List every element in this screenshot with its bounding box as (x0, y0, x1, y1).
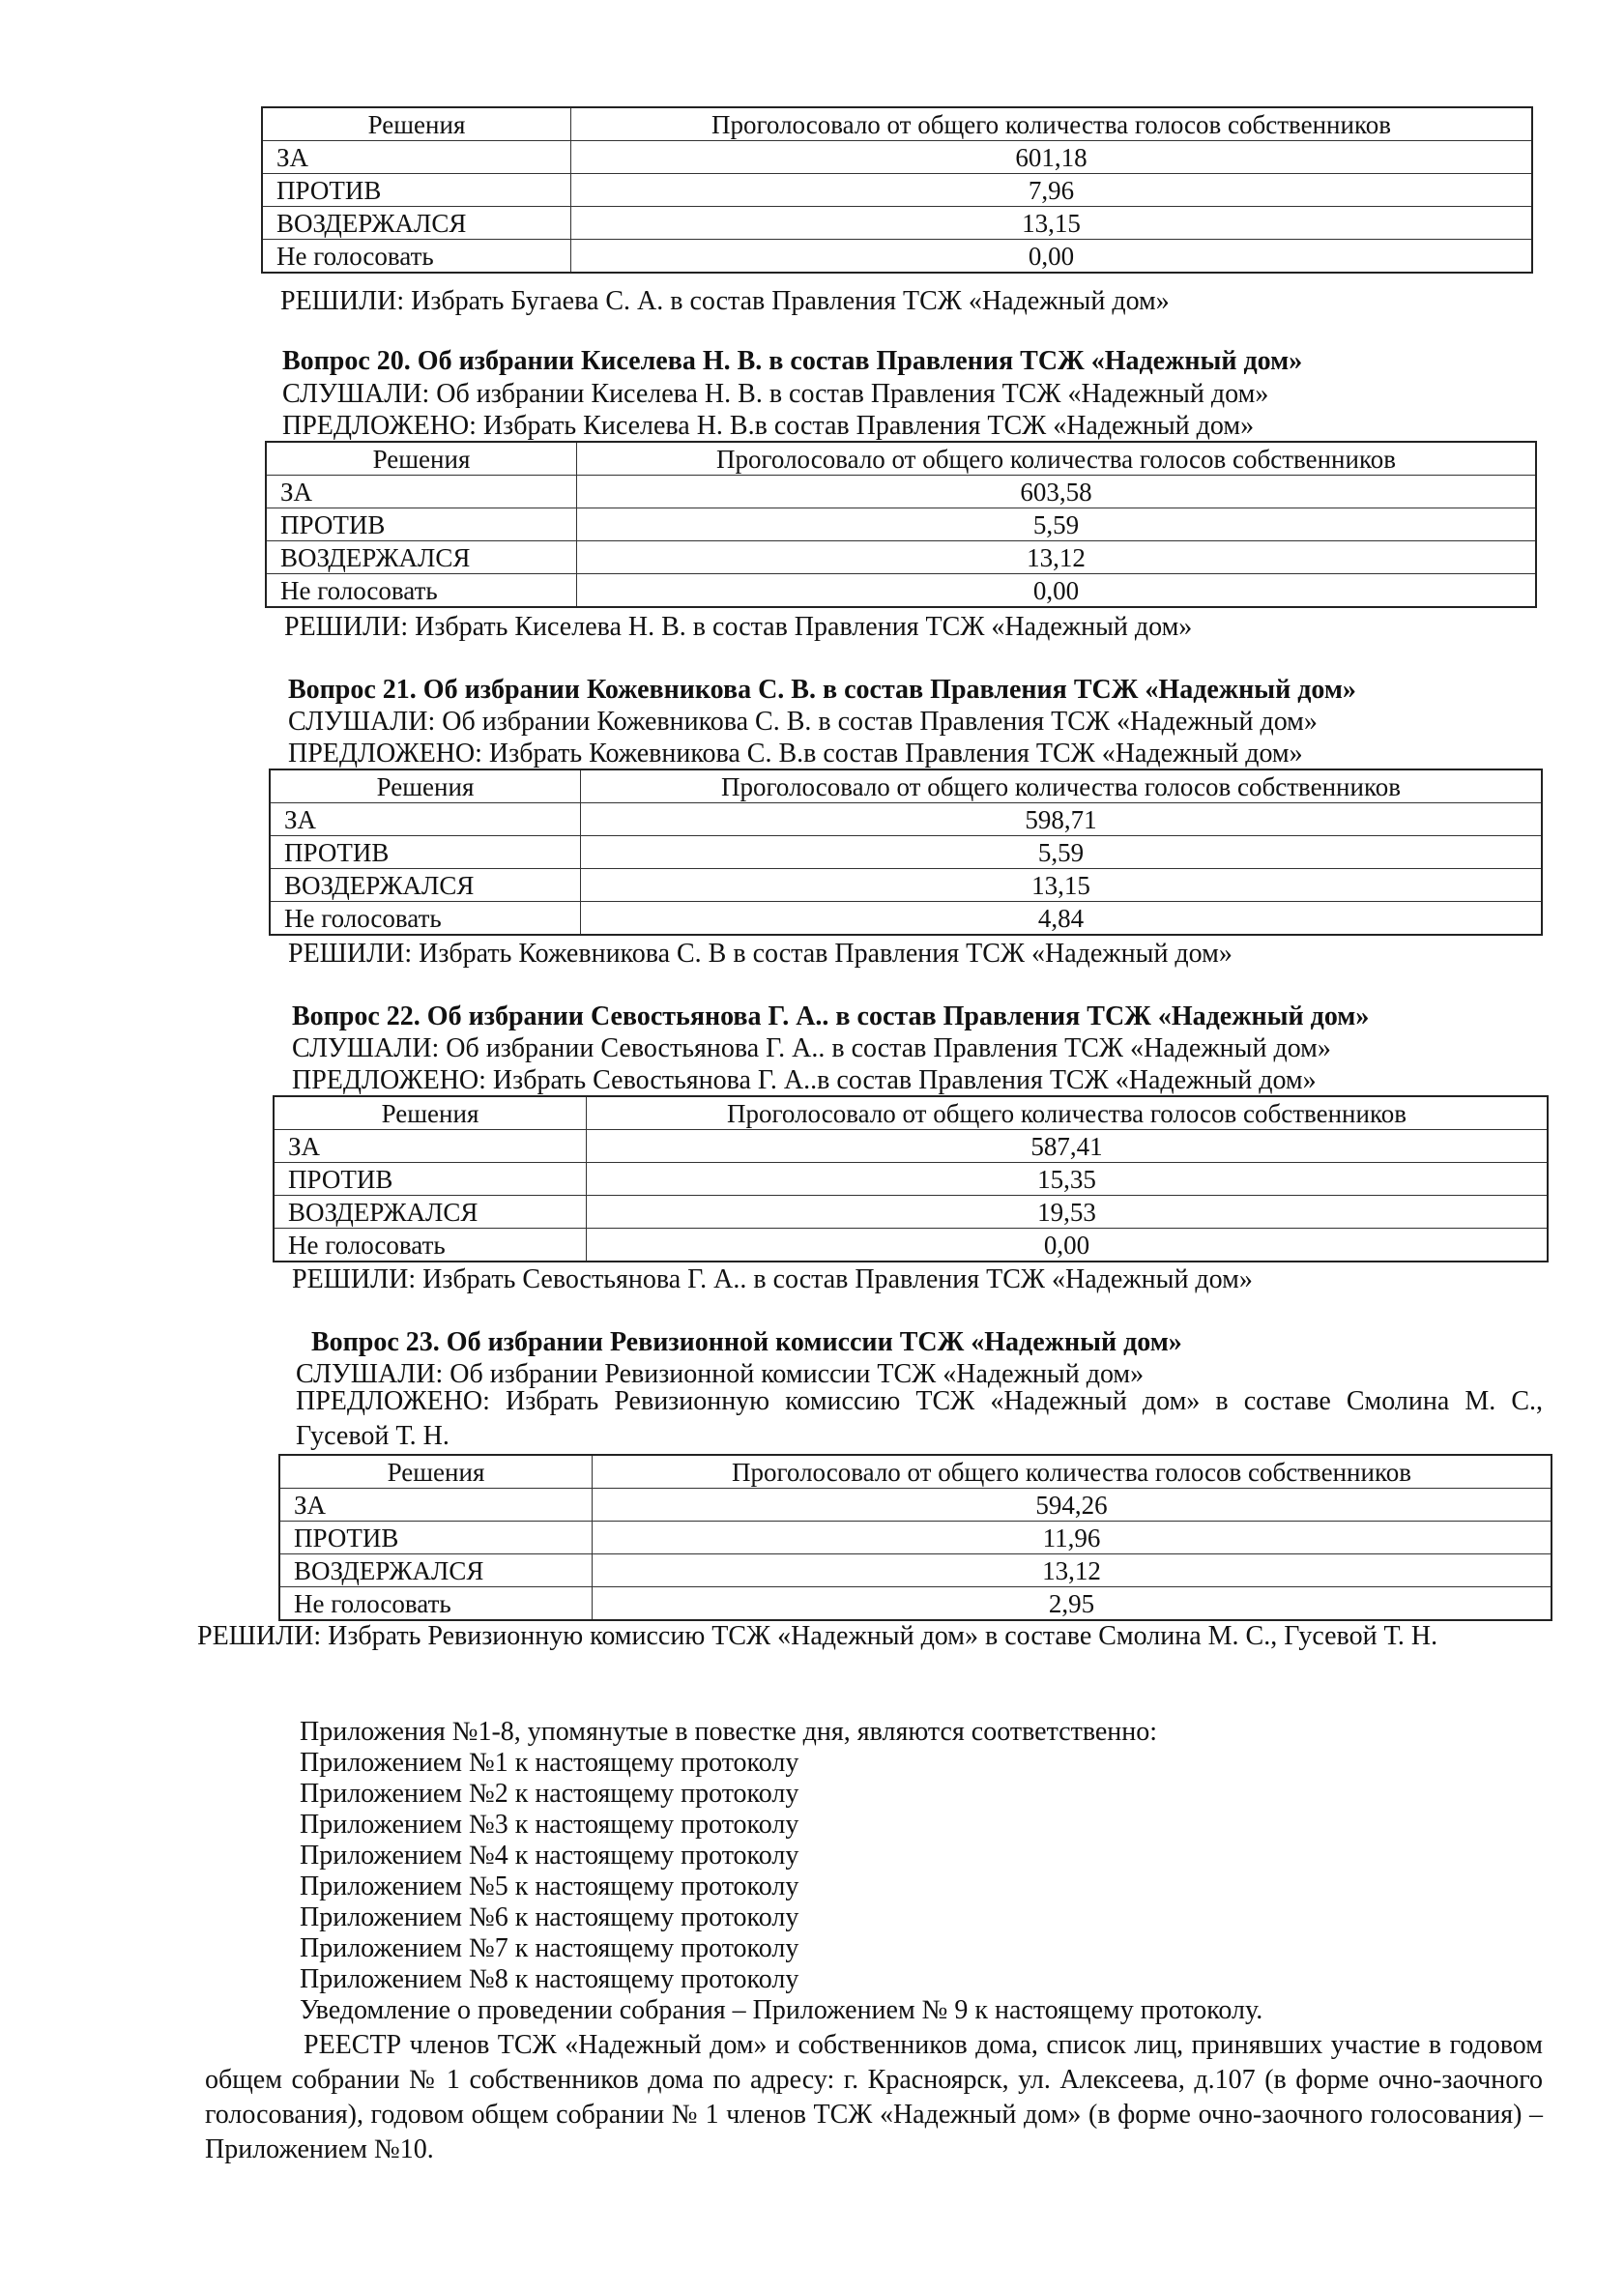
value-not-vote: 0,00 (571, 240, 1533, 274)
heard-q22: СЛУШАЛИ: Об избрании Севостьянова Г. А.. в состав Правления ТСЖ «Надежный дом» (292, 1033, 1331, 1063)
resolution-q22: РЕШИЛИ: Избрать Севостьянова Г. А.. в состав Правления ТСЖ «Надежный дом» (292, 1264, 1253, 1294)
value-for: 603,58 (577, 476, 1537, 508)
heard-q21: СЛУШАЛИ: Об избрании Кожевникова С. В. в состав Правления ТСЖ «Надежный дом» (288, 707, 1318, 737)
registry-paragraph: РЕЕСТР членов ТСЖ «Надежный дом» и собственников дома, список лиц, принявших участие в годовом общем собрании № 1 собственников дома по адресу: г. Красноярск, ул. Алексеева, д.107 (в форме очно-заочного голосования), годовом общем собрании № 1 членов ТСЖ «Надежный дом» (в форме очно-заочного голосования) – Приложением №10. (205, 2030, 1543, 2164)
row-label-for: ЗА (274, 1130, 587, 1163)
row-label-abstain: ВОЗДЕРЖАЛСЯ (274, 1196, 587, 1229)
header-voted: Проголосовало от общего количества голосов собственников (587, 1096, 1549, 1130)
vote-table-q19 (261, 106, 1533, 274)
resolution-q19: РЕШИЛИ: Избрать Бугаева С. А. в состав Правления ТСЖ «Надежный дом» (280, 286, 1170, 316)
row-label-not-vote: Не голосовать (270, 902, 581, 936)
row-label-abstain: ВОЗДЕРЖАЛСЯ (262, 207, 571, 240)
header-voted: Проголосовало от общего количества голосов собственников (577, 442, 1537, 476)
notice-appendix: Уведомление о проведении собрания – Приложением № 9 к настоящему протоколу. (300, 1995, 1263, 2025)
value-abstain: 19,53 (587, 1196, 1549, 1229)
proposed-q20: ПРЕДЛОЖЕНО: Избрать Киселева Н. В.в состав Правления ТСЖ «Надежный дом» (282, 411, 1255, 441)
proposed-q23: ПРЕДЛОЖЕНО: Избрать Ревизионную комиссию ТСЖ «Надежный дом» в составе Смолина М. С., Гусевой Т. Н. (296, 1386, 1543, 1451)
heard-q23: СЛУШАЛИ: Об избрании Ревизионной комиссии ТСЖ «Надежный дом» (296, 1359, 1145, 1389)
value-against: 15,35 (587, 1163, 1549, 1196)
value-for: 601,18 (571, 141, 1533, 174)
row-label-against: ПРОТИВ (262, 174, 571, 207)
header-decision: Решения (266, 442, 577, 476)
proposed-q22: ПРЕДЛОЖЕНО: Избрать Севостьянова Г. А..в состав Правления ТСЖ «Надежный дом» (292, 1065, 1317, 1095)
appendix-item: Приложением №5 к настоящему протоколу (300, 1871, 799, 1901)
value-abstain: 13,15 (581, 869, 1543, 902)
row-label-abstain: ВОЗДЕРЖАЛСЯ (270, 869, 581, 902)
row-label-against: ПРОТИВ (274, 1163, 587, 1196)
value-against: 11,96 (593, 1522, 1552, 1554)
vote-table-q21 (269, 769, 1543, 936)
value-abstain: 13,12 (577, 541, 1537, 574)
header-voted: Проголосовало от общего количества голосов собственников (571, 107, 1533, 141)
row-label-against: ПРОТИВ (279, 1522, 593, 1554)
value-not-vote: 2,95 (593, 1587, 1552, 1621)
vote-table-q23 (278, 1454, 1552, 1621)
value-for: 598,71 (581, 803, 1543, 836)
appendix-item: Приложением №1 к настоящему протоколу (300, 1748, 799, 1778)
value-not-vote: 4,84 (581, 902, 1543, 936)
row-label-not-vote: Не голосовать (266, 574, 577, 608)
appendices-list (300, 1717, 1262, 2026)
value-against: 7,96 (571, 174, 1533, 207)
value-for: 594,26 (593, 1489, 1552, 1522)
header-decision: Решения (262, 107, 571, 141)
appendix-item: Приложением №7 к настоящему протоколу (300, 1933, 799, 1963)
proposed-q21: ПРЕДЛОЖЕНО: Избрать Кожевникова С. В.в состав Правления ТСЖ «Надежный дом» (288, 739, 1303, 769)
question-title-q20: Вопрос 20. Об избрании Киселева Н. В. в состав Правления ТСЖ «Надежный дом» (282, 346, 1303, 376)
vote-table-q22 (273, 1095, 1549, 1262)
value-against: 5,59 (581, 836, 1543, 869)
resolution-q21: РЕШИЛИ: Избрать Кожевникова С. В в состав Правления ТСЖ «Надежный дом» (288, 939, 1232, 969)
header-decision: Решения (274, 1096, 587, 1130)
appendix-item: Приложением №4 к настоящему протоколу (300, 1841, 799, 1871)
value-not-vote: 0,00 (587, 1229, 1549, 1262)
row-label-against: ПРОТИВ (266, 508, 577, 541)
resolution-q20: РЕШИЛИ: Избрать Киселева Н. В. в состав Правления ТСЖ «Надежный дом» (284, 612, 1193, 642)
appendix-item: Приложением №6 к настоящему протоколу (300, 1902, 799, 1932)
value-not-vote: 0,00 (577, 574, 1537, 608)
row-label-not-vote: Не голосовать (262, 240, 571, 274)
row-label-not-vote: Не голосовать (274, 1229, 587, 1262)
header-voted: Проголосовало от общего количества голосов собственников (581, 769, 1543, 803)
row-label-not-vote: Не голосовать (279, 1587, 593, 1621)
appendix-item: Приложением №2 к настоящему протоколу (300, 1779, 799, 1809)
appendices-intro: Приложения №1-8, упомянутые в повестке дня, являются соответственно: (300, 1717, 1158, 1747)
row-label-abstain: ВОЗДЕРЖАЛСЯ (266, 541, 577, 574)
vote-table-q20 (265, 441, 1537, 608)
value-against: 5,59 (577, 508, 1537, 541)
row-label-for: ЗА (279, 1489, 593, 1522)
question-title-q23: Вопрос 23. Об избрании Ревизионной комиссии ТСЖ «Надежный дом» (311, 1327, 1182, 1357)
row-label-for: ЗА (262, 141, 571, 174)
appendix-item: Приложением №3 к настоящему протоколу (300, 1810, 799, 1840)
value-for: 587,41 (587, 1130, 1549, 1163)
value-abstain: 13,12 (593, 1554, 1552, 1587)
appendix-item: Приложением №8 к настоящему протоколу (300, 1964, 799, 1994)
row-label-abstain: ВОЗДЕРЖАЛСЯ (279, 1554, 593, 1587)
row-label-against: ПРОТИВ (270, 836, 581, 869)
question-title-q21: Вопрос 21. Об избрании Кожевникова С. В. в состав Правления ТСЖ «Надежный дом» (288, 675, 1356, 705)
header-voted: Проголосовало от общего количества голосов собственников (593, 1455, 1552, 1489)
row-label-for: ЗА (266, 476, 577, 508)
header-decision: Решения (270, 769, 581, 803)
resolution-q23: РЕШИЛИ: Избрать Ревизионную комиссию ТСЖ «Надежный дом» в составе Смолина М. С., Гусевой Т. Н. (197, 1621, 1438, 1651)
question-title-q22: Вопрос 22. Об избрании Севостьянова Г. А.. в состав Правления ТСЖ «Надежный дом» (292, 1001, 1370, 1031)
row-label-for: ЗА (270, 803, 581, 836)
header-decision: Решения (279, 1455, 593, 1489)
value-abstain: 13,15 (571, 207, 1533, 240)
heard-q20: СЛУШАЛИ: Об избрании Киселева Н. В. в состав Правления ТСЖ «Надежный дом» (282, 379, 1269, 409)
